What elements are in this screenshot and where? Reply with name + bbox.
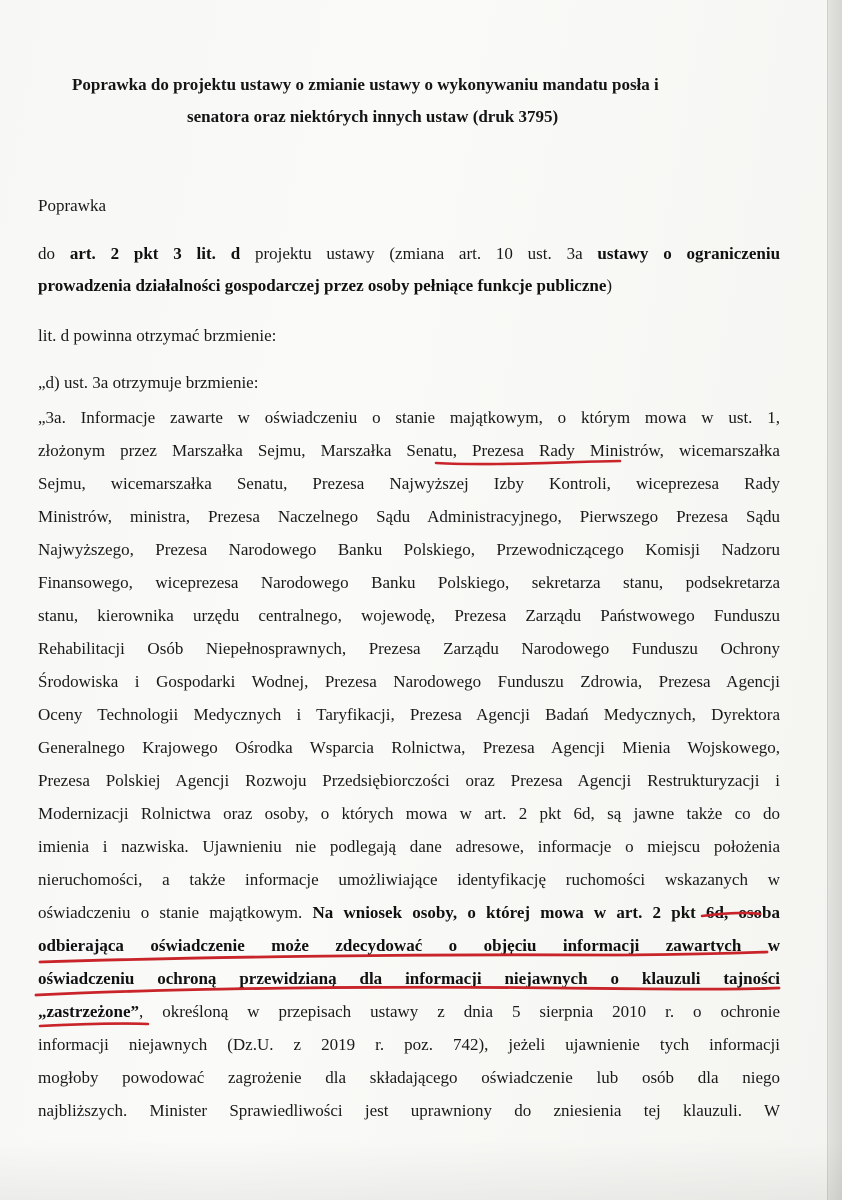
- underline-zastrzezone: [40, 1024, 148, 1026]
- body-line-3: Sejmu, wicemarszałka Senatu, Prezesa Najwyższej Izby Kontroli, wiceprezesa Rady: [38, 474, 780, 493]
- body-line-6: Finansowego, wiceprezesa Narodowego Banku Polskiego, sekretarza stanu, podsekretarza: [38, 573, 780, 592]
- body-line-2: złożonym przez Marszałka Sejmu, Marszałka Senatu, Prezesa Rady Ministrów, wicemarszałka: [38, 441, 780, 460]
- body-line-16: oświadczeniu o stanie majątkowym. Na wniosek osoby, o której mowa w art. 2 pkt 6d, osoba: [38, 903, 780, 922]
- body-line-13: Modernizacji Rolnictwa oraz osoby, o których mowa w art. 2 pkt 6d, są jawne także co do: [38, 804, 780, 823]
- body-line-15: nieruchomości, a także informacje umożliwiające identyfikację ruchomości wskazanych w: [38, 870, 780, 889]
- lit-d-line: lit. d powinna otrzymać brzmienie:: [38, 326, 277, 345]
- intro-mid: projektu ustawy (zmiana art. 10 ust. 3a: [240, 244, 598, 263]
- intro-line-2: [38, 275, 612, 297]
- intro-close: ): [606, 276, 613, 295]
- body-line-17: odbierająca oświadczenie może zdecydować o objęciu informacji zawartych w: [38, 936, 780, 955]
- body-line-21: mogłoby powodować zagrożenie dla składającego oświadczenie lub osób dla niego: [38, 1068, 780, 1087]
- document-title-line-1: Poprawka do projektu ustawy o zmianie ustawy o wykonywaniu mandatu posła i: [72, 75, 659, 94]
- body-line-8: Rehabilitacji Osób Niepełnosprawnych, Prezesa Zarządu Narodowego Funduszu Ochrony: [38, 639, 780, 658]
- body-line-7: stanu, kierownika urzędu centralnego, wojewodę, Prezesa Zarządu Państwowego Funduszu: [38, 606, 780, 625]
- body-line-1: „3a. Informacje zawarte w oświadczeniu o stanie majątkowym, o którym mowa w ust. 1,: [38, 408, 780, 427]
- body-line-20: informacji niejawnych (Dz.U. z 2019 r. poz. 742), jeżeli ujawnienie tych informacji: [38, 1035, 780, 1054]
- body-line-22: najbliższych. Minister Sprawiedliwości jest uprawniony do zniesienia tej klauzuli. W: [38, 1101, 780, 1120]
- classification-term: „zastrzeżone”: [38, 1002, 140, 1021]
- point-d-line: „d) ust. 3a otrzymuje brzmienie:: [38, 373, 259, 392]
- body-line-12: Prezesa Polskiej Agencji Rozwoju Przedsiębiorczości oraz Prezesa Agencji Restrukturyzacji i: [38, 771, 780, 790]
- bold-clause-start: Na wniosek osoby, o której mowa w art. 2 pkt 6d, osoba: [312, 903, 780, 922]
- body-line-10: Oceny Technologii Medycznych i Taryfikacji, Prezesa Agencji Badań Medycznych, Dyrektora: [38, 705, 780, 724]
- intro-pre: do: [38, 244, 70, 263]
- body-line-9: Środowiska i Gospodarki Wodnej, Prezesa Narodowego Funduszu Zdrowia, Prezesa Agencji: [38, 672, 780, 691]
- body-line-11: Generalnego Krajowego Ośrodka Wsparcia Rolnictwa, Prezesa Agencji Mienia Wojskowego,: [38, 738, 780, 757]
- body-line-18: oświadczeniu ochroną przewidzianą dla informacji niejawnych o klauzuli tajności: [38, 969, 780, 988]
- intro-act-name-start: ustawy o ograniczeniu: [597, 244, 781, 263]
- body-line-5: Najwyższego, Prezesa Narodowego Banku Polskiego, Przewodniczącego Komisji Nadzoru: [38, 540, 780, 559]
- intro-article-ref: art. 2 pkt 3 lit. d: [69, 244, 241, 263]
- body-line-14: imienia i nazwiska. Ujawnieniu nie podlegają dane adresowe, informacje o miejscu położenia: [38, 837, 780, 856]
- intro-line-1: [38, 243, 780, 265]
- amendment-heading: Poprawka: [38, 196, 106, 215]
- intro-act-name-end: prowadzenia działalności gospodarczej przez osoby pełniące funkcje publiczne: [38, 276, 607, 295]
- highlighted-prime-minister: Prezesa Rady Ministrów: [472, 441, 660, 460]
- page-edge: [827, 0, 842, 1200]
- document-title-line-2: senatora oraz niektórych innych ustaw (druk 3795): [187, 107, 559, 126]
- photo-shadow: [0, 1140, 842, 1200]
- body-line-19: „zastrzeżone”, określoną w przepisach ustawy z dnia 5 sierpnia 2010 r. o ochronie: [38, 1002, 780, 1021]
- body-line-4: Ministrów, ministra, Prezesa Naczelnego Sądu Administracyjnego, Pierwszego Prezesa Sądu: [38, 507, 780, 526]
